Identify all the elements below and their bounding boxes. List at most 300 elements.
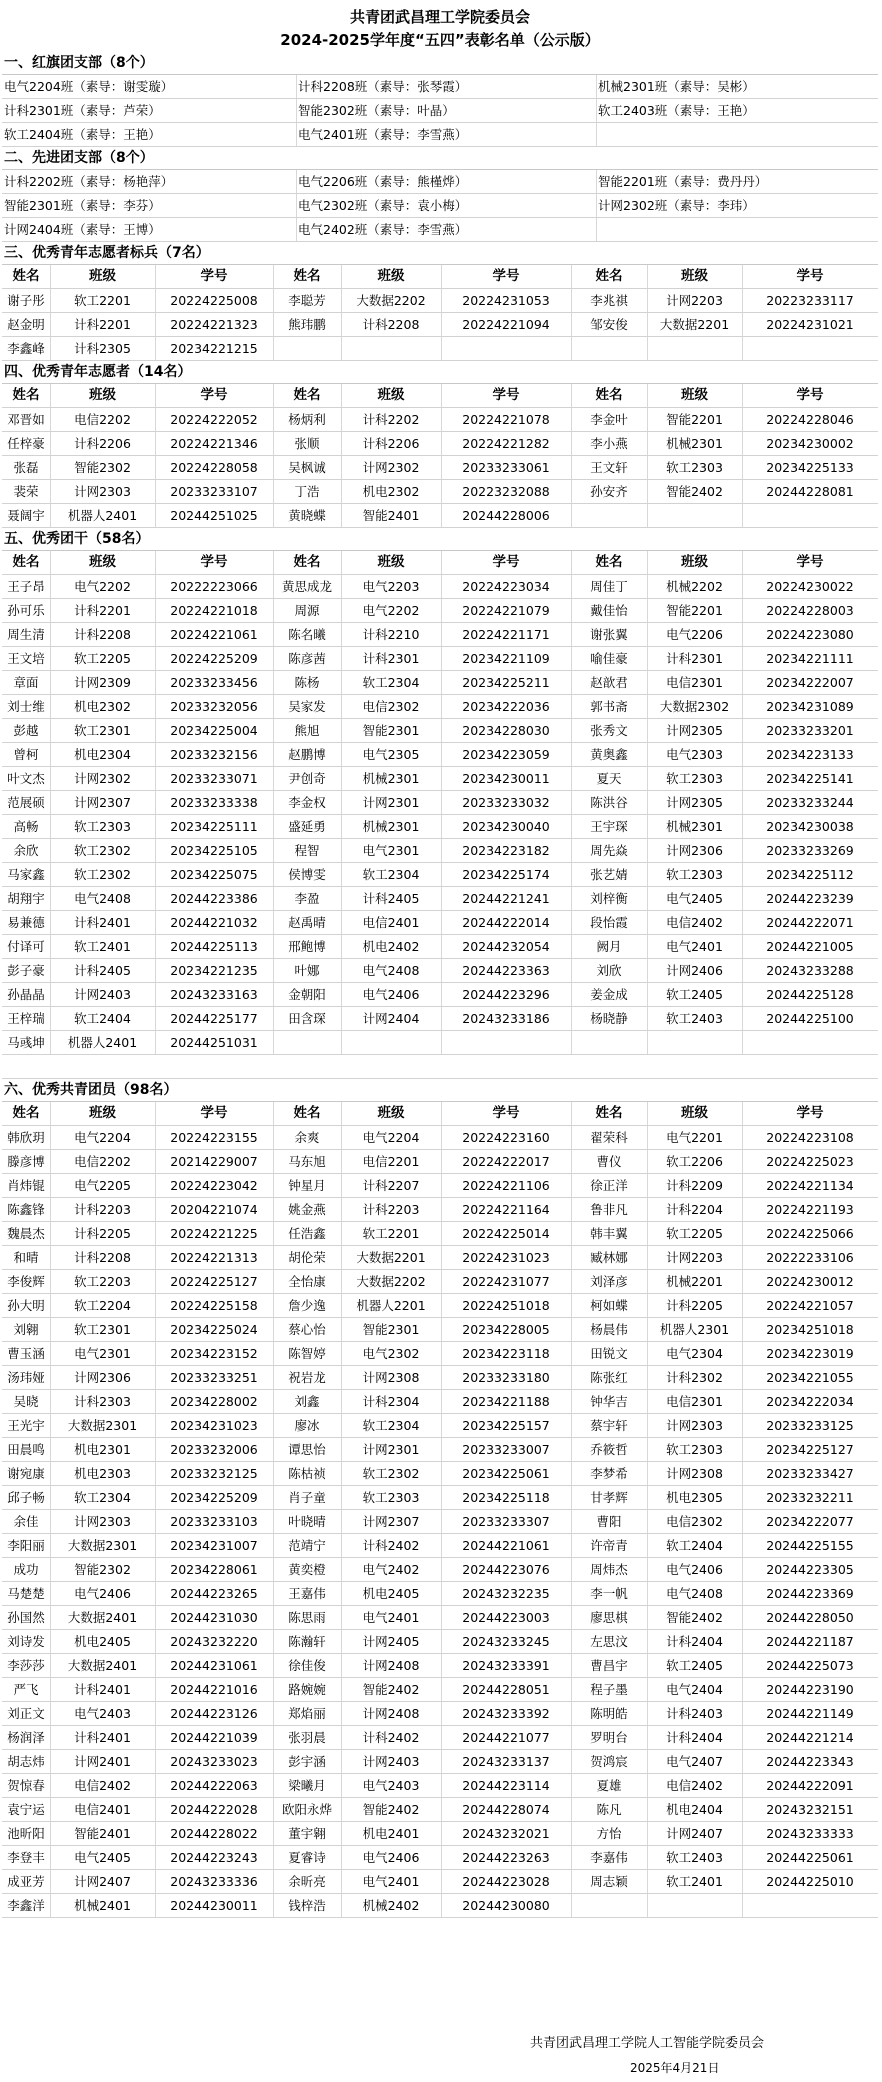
cell-name: 章面 (13, 675, 39, 690)
cell-student-id: 20233233032 (462, 795, 550, 810)
table-row (2, 791, 878, 815)
cell-class: 大数据2301 (67, 1538, 138, 1553)
cell-name (571, 1894, 647, 1917)
cell-class: 计科2405 (362, 891, 420, 906)
cell-name: 徐佳俊 (288, 1658, 326, 1673)
cell-student-id: 20244228074 (462, 1802, 550, 1817)
cell-student-id: 20244223263 (462, 1850, 550, 1865)
cell-class: 机电2301 (74, 1442, 131, 1457)
cell-name: 许帝青 (590, 1538, 628, 1553)
table-row (2, 313, 878, 337)
cell-student-id: 20224225023 (766, 1154, 854, 1169)
cell-class: 计网2403 (74, 987, 131, 1002)
cell-name: 孙可乐 (7, 603, 45, 618)
cell-class: 计科2208 (74, 627, 131, 642)
cell-class: 软工2203 (74, 1274, 131, 1289)
cell-student-id: 20244223003 (462, 1610, 550, 1625)
cell-name: 任浩鑫 (288, 1226, 326, 1241)
cell-student-id: 20234228030 (462, 723, 550, 738)
cell-name: 邢鲍博 (288, 939, 326, 954)
cell-student-id: 20233233269 (766, 843, 854, 858)
column-header-student-id: 学号 (200, 1105, 228, 1121)
cell-name: 钟华吉 (590, 1394, 628, 1409)
cell-name: 刘士维 (7, 699, 45, 714)
cell-class (647, 1031, 742, 1054)
cell-name: 祝岩龙 (288, 1370, 326, 1385)
cell-name: 余爽 (294, 1130, 320, 1145)
cell-name: 张顺 (294, 436, 320, 451)
cell-class: 机电2405 (362, 1586, 420, 1601)
cell-student-id: 20234221235 (170, 963, 258, 978)
cell-class: 计科2206 (74, 436, 131, 451)
cell-student-id: 20233233338 (170, 795, 258, 810)
cell-class: 机械2201 (666, 1274, 723, 1289)
cell-student-id: 20233233071 (170, 771, 258, 786)
cell-name: 裴荣 (13, 484, 39, 499)
cell-class: 计科2202 (362, 412, 420, 427)
cell-name: 韩欣玥 (7, 1130, 45, 1145)
cell-name: 马彧坤 (7, 1035, 45, 1050)
table-row (2, 1726, 878, 1750)
table-row (2, 671, 878, 695)
cell-student-id: 20234225112 (766, 867, 854, 882)
cell-class: 计网2405 (362, 1634, 420, 1649)
cell-student-id: 20224221078 (462, 412, 550, 427)
cell-name: 陈彦茜 (288, 651, 326, 666)
section-heading: 二、先进团支部（8个） (2, 147, 878, 170)
unit-cell (596, 218, 878, 241)
cell-name: 马家鑫 (7, 867, 45, 882)
cell-class: 计科2301 (666, 651, 723, 666)
cell-class: 电气2402 (362, 1562, 420, 1577)
cell-class (341, 337, 441, 360)
table-row (2, 575, 878, 599)
cell-student-id: 20234230040 (462, 819, 550, 834)
cell-student-id (742, 1894, 878, 1917)
cell-class: 软工2403 (666, 1850, 723, 1865)
cell-class: 计科2303 (74, 1394, 131, 1409)
cell-class: 电气2305 (362, 747, 420, 762)
column-header-class: 班级 (377, 268, 405, 284)
cell-class (341, 1031, 441, 1054)
cell-class: 计网2303 (666, 1418, 723, 1433)
cell-name: 成亚芳 (7, 1874, 45, 1889)
cell-student-id: 20233233307 (462, 1514, 550, 1529)
column-header-class: 班级 (681, 268, 708, 284)
cell-name: 黄奥鑫 (590, 747, 628, 762)
cell-name: 田锐文 (590, 1346, 628, 1361)
cell-student-id: 20223232088 (462, 484, 550, 499)
section-heading: 三、优秀青年志愿者标兵（7名） (2, 242, 878, 265)
table-row (2, 504, 878, 528)
cell-student-id: 20244223363 (462, 963, 550, 978)
cell-class (647, 504, 742, 527)
cell-name: 马楚楚 (7, 1586, 45, 1601)
cell-student-id: 20234223133 (766, 747, 854, 762)
cell-student-id: 20224231023 (462, 1250, 550, 1265)
cell-student-id: 20224221225 (170, 1226, 258, 1241)
cell-name: 戴佳怡 (590, 603, 628, 618)
cell-student-id: 20243233137 (462, 1754, 550, 1769)
cell-class: 智能2301 (362, 1322, 420, 1337)
table-row (2, 1174, 878, 1198)
cell-class: 计科2203 (362, 1202, 420, 1217)
cell-class: 大数据2202 (356, 1274, 426, 1289)
cell-student-id: 20233233244 (766, 795, 854, 810)
cell-student-id: 20233233427 (766, 1466, 854, 1481)
cell-student-id: 20244223343 (766, 1754, 854, 1769)
cell-student-id: 20244221032 (170, 915, 258, 930)
column-header-student-id: 学号 (796, 554, 824, 570)
cell-student-id: 20224221094 (462, 317, 550, 332)
cell-student-id: 20243233333 (766, 1826, 854, 1841)
cell-class: 智能2302 (74, 460, 131, 475)
unit-cell: 智能2302班（素导：叶晶） (298, 103, 455, 118)
cell-name: 刘欣 (596, 963, 622, 978)
cell-class: 智能2301 (362, 723, 420, 738)
table-row (2, 1534, 878, 1558)
cell-class: 机械2301 (666, 819, 723, 834)
cell-name: 陈洪谷 (590, 795, 628, 810)
cell-name: 丁浩 (294, 484, 320, 499)
cell-student-id: 20234230038 (766, 819, 854, 834)
table-row (2, 1462, 878, 1486)
cell-class: 软工2304 (362, 1418, 420, 1433)
cell-student-id: 20224221106 (462, 1178, 550, 1193)
cell-name: 赵禹晴 (288, 915, 326, 930)
column-header-student-id: 学号 (200, 268, 228, 284)
cell-student-id: 20234223059 (462, 747, 550, 762)
cell-name: 李鑫洋 (7, 1898, 45, 1913)
cell-student-id: 20224225066 (766, 1226, 854, 1241)
cell-class: 电气2201 (666, 1130, 723, 1145)
cell-name: 彭越 (13, 723, 39, 738)
cell-class: 电气2302 (362, 1346, 420, 1361)
cell-class: 机电2302 (74, 699, 131, 714)
unit-cell: 计网2302班（素导：李玮） (598, 198, 755, 213)
cell-name: 吴枫诚 (288, 460, 326, 475)
cell-class: 电气2406 (362, 987, 420, 1002)
cell-student-id: 20224223155 (170, 1130, 258, 1145)
cell-name: 廖思棋 (590, 1610, 628, 1625)
cell-student-id: 20234225118 (462, 1490, 550, 1505)
cell-student-id: 20234228061 (170, 1562, 258, 1577)
cell-name: 李莎莎 (7, 1658, 45, 1673)
cell-student-id: 20243233186 (462, 1011, 550, 1026)
cell-name: 王光宇 (7, 1418, 45, 1433)
section-1 (2, 52, 878, 147)
cell-student-id: 20224225158 (170, 1298, 258, 1313)
cell-student-id: 20234223152 (170, 1346, 258, 1361)
table-row (2, 289, 878, 313)
cell-name: 邱子畅 (7, 1490, 45, 1505)
cell-name: 聂阔宇 (7, 508, 45, 523)
cell-name: 孙大明 (7, 1298, 45, 1313)
cell-student-id: 20234225075 (170, 867, 258, 882)
cell-student-id: 20244230080 (462, 1898, 550, 1913)
cell-student-id: 20234230011 (462, 771, 550, 786)
cell-class: 计科2204 (666, 1202, 723, 1217)
column-header-class: 班级 (89, 387, 116, 403)
cell-student-id: 20222223066 (170, 579, 258, 594)
cell-student-id: 20224230022 (766, 579, 854, 594)
cell-class: 智能2201 (666, 412, 723, 427)
cell-name: 阙月 (596, 939, 622, 954)
cell-student-id: 20233232056 (170, 699, 258, 714)
cell-student-id: 20222233106 (766, 1250, 854, 1265)
cell-class: 计网2307 (362, 1514, 420, 1529)
cell-student-id: 20234231023 (170, 1418, 258, 1433)
cell-class: 智能2401 (74, 1826, 131, 1841)
table-row (2, 1678, 878, 1702)
table-row (2, 1510, 878, 1534)
table-header-row (2, 265, 878, 289)
cell-student-id: 20234222036 (462, 699, 550, 714)
cell-name: 马东旭 (288, 1154, 326, 1169)
cell-class: 计科2208 (74, 1250, 131, 1265)
table-row (2, 1222, 878, 1246)
table-row (2, 863, 878, 887)
cell-student-id: 20244251025 (170, 508, 258, 523)
cell-student-id: 20244225128 (766, 987, 854, 1002)
column-header-name: 姓名 (595, 554, 623, 570)
cell-name: 肖子童 (288, 1490, 326, 1505)
cell-name (571, 504, 647, 527)
column-header-student-id: 学号 (492, 1105, 520, 1121)
cell-student-id: 20244221039 (170, 1730, 258, 1745)
cell-name: 路婉婉 (288, 1682, 326, 1697)
cell-student-id: 20243232220 (170, 1634, 258, 1649)
table-row (2, 839, 878, 863)
cell-student-id: 20224221061 (170, 627, 258, 642)
cell-name: 范展硕 (7, 795, 45, 810)
cell-class: 计科2205 (74, 1226, 131, 1241)
cell-student-id: 20224221018 (170, 603, 258, 618)
cell-name: 贺鸿宸 (590, 1754, 628, 1769)
cell-student-id: 20244221016 (170, 1682, 258, 1697)
cell-class: 电气2401 (362, 1610, 420, 1625)
column-header-name: 姓名 (293, 554, 321, 570)
cell-class: 电信2202 (74, 412, 131, 427)
cell-student-id: 20224231021 (766, 317, 854, 332)
cell-name: 吴家发 (288, 699, 326, 714)
cell-student-id: 20234225127 (766, 1442, 854, 1457)
column-header-name: 姓名 (595, 268, 623, 284)
column-header-student-id: 学号 (796, 387, 824, 403)
cell-student-id: 20233232156 (170, 747, 258, 762)
cell-name: 滕彦博 (7, 1154, 45, 1169)
cell-name: 田晨鸣 (7, 1442, 45, 1457)
cell-student-id: 20224222017 (462, 1154, 550, 1169)
cell-class: 软工2303 (666, 1442, 723, 1457)
cell-student-id: 20244223265 (170, 1586, 258, 1601)
footer-date: 2025年4月21日 (630, 2061, 720, 2075)
table-row (2, 1630, 878, 1654)
unit-cell: 软工2404班（素导：王艳） (4, 127, 161, 142)
cell-student-id (742, 1031, 878, 1054)
cell-class: 计科2301 (362, 651, 420, 666)
cell-class: 大数据2201 (659, 317, 730, 332)
unit-cell: 电气2302班（素导：袁小梅） (298, 198, 468, 213)
cell-name: 胡翔宇 (7, 891, 45, 906)
cell-class: 软工2304 (362, 867, 420, 882)
section-heading: 四、优秀青年志愿者（14名） (2, 361, 878, 384)
cell-name: 钟星月 (288, 1178, 326, 1193)
cell-class: 电气2304 (666, 1346, 723, 1361)
cell-student-id: 20233233251 (170, 1370, 258, 1385)
cell-class: 电气2401 (362, 1874, 420, 1889)
cell-student-id: 20243233288 (766, 963, 854, 978)
cell-class: 电气2301 (362, 843, 420, 858)
cell-student-id: 20234225004 (170, 723, 258, 738)
cell-student-id: 20233233180 (462, 1370, 550, 1385)
cell-class: 软工2303 (74, 819, 131, 834)
cell-name: 曾柯 (13, 747, 39, 762)
table-row (2, 1007, 878, 1031)
cell-class: 机器人2401 (67, 508, 138, 523)
cell-student-id: 20234225105 (170, 843, 258, 858)
cell-name: 夏天 (596, 771, 622, 786)
cell-class: 机械2401 (74, 1898, 131, 1913)
column-header-class: 班级 (377, 387, 405, 403)
cell-student-id: 20244228006 (462, 508, 550, 523)
cell-class: 智能2201 (666, 603, 723, 618)
cell-name: 张秀文 (590, 723, 628, 738)
cell-name: 曹阳 (596, 1514, 622, 1529)
cell-student-id: 20244223190 (766, 1682, 854, 1697)
cell-student-id: 20224221164 (462, 1202, 550, 1217)
unit-cell: 电气2401班（素导：李雪燕） (298, 127, 468, 142)
cell-class: 软工2201 (362, 1226, 420, 1241)
cell-student-id: 20234225024 (170, 1322, 258, 1337)
cell-student-id: 20244225177 (170, 1011, 258, 1026)
table-row (2, 1702, 878, 1726)
cell-class: 计科2210 (362, 627, 420, 642)
unit-cell: 计科2208班（素导：张琴霞） (298, 79, 468, 94)
cell-class: 计网2301 (362, 1442, 420, 1457)
cell-class: 软工2303 (666, 771, 723, 786)
section-4 (2, 361, 878, 528)
cell-student-id: 20244223243 (170, 1850, 258, 1865)
cell-class: 电气2406 (362, 1850, 420, 1865)
cell-student-id: 20244223369 (766, 1586, 854, 1601)
cell-student-id: 20234222034 (766, 1394, 854, 1409)
column-header-name: 姓名 (12, 554, 40, 570)
cell-student-id: 20244223076 (462, 1562, 550, 1577)
cell-name: 刘翱 (13, 1322, 39, 1337)
cell-class: 计网2306 (74, 1370, 131, 1385)
cell-name: 李金叶 (590, 412, 628, 427)
cell-name: 邓晋如 (7, 412, 45, 427)
cell-name: 周志颖 (590, 1874, 628, 1889)
cell-student-id: 20234223182 (462, 843, 550, 858)
cell-class: 机电2305 (666, 1490, 723, 1505)
cell-class: 大数据2401 (67, 1658, 138, 1673)
table-row (2, 1822, 878, 1846)
cell-class: 计科2305 (74, 341, 131, 356)
cell-name: 张羽晨 (288, 1730, 326, 1745)
cell-name: 黄晓蝶 (288, 508, 326, 523)
cell-name: 乔筱哲 (590, 1442, 628, 1457)
column-header-class: 班级 (89, 554, 116, 570)
cell-student-id: 20244225155 (766, 1538, 854, 1553)
table-row (2, 1390, 878, 1414)
cell-class: 计科2404 (666, 1634, 723, 1649)
cell-class: 计科2207 (362, 1178, 420, 1193)
column-header-class: 班级 (681, 1105, 708, 1121)
table-header-row (2, 384, 878, 408)
cell-student-id: 20224251018 (462, 1298, 550, 1313)
table-row (2, 695, 878, 719)
cell-name: 杨晨伟 (590, 1322, 628, 1337)
cell-name: 周生清 (7, 627, 45, 642)
cell-name: 王文培 (7, 651, 45, 666)
cell-class: 软工2302 (74, 867, 131, 882)
cell-student-id: 20244221061 (462, 1538, 550, 1553)
cell-class: 计科2203 (74, 1202, 131, 1217)
table-row (2, 599, 878, 623)
cell-name: 刘泽彦 (590, 1274, 628, 1289)
cell-name: 袁宁运 (7, 1802, 45, 1817)
cell-class: 智能2402 (362, 1802, 420, 1817)
cell-student-id: 20244225061 (766, 1850, 854, 1865)
cell-name: 李聪芳 (288, 293, 326, 308)
cell-name: 高畅 (13, 819, 39, 834)
column-header-name: 姓名 (595, 1105, 623, 1121)
cell-name (273, 1031, 341, 1054)
cell-class: 电气2206 (666, 627, 723, 642)
cell-class: 计科2205 (666, 1298, 723, 1313)
cell-name: 陈张红 (590, 1370, 628, 1385)
cell-class: 计网2305 (666, 723, 723, 738)
table-row (2, 983, 878, 1007)
cell-class: 计网2404 (362, 1011, 420, 1026)
cell-student-id: 20244223028 (462, 1874, 550, 1889)
cell-name: 赵鹏博 (288, 747, 326, 762)
cell-name: 魏晨杰 (7, 1226, 45, 1241)
cell-class: 计科2208 (362, 317, 420, 332)
cell-class: 软工2303 (362, 1490, 420, 1505)
cell-class: 电信2402 (666, 915, 723, 930)
cell-name: 和晴 (13, 1250, 39, 1265)
cell-class: 软工2205 (74, 651, 131, 666)
cell-class: 软工2303 (666, 460, 723, 475)
table-row (2, 1894, 878, 1918)
cell-student-id: 20233233103 (170, 1514, 258, 1529)
cell-class: 电气2303 (666, 747, 723, 762)
cell-class: 机器人2201 (356, 1298, 426, 1313)
cell-class: 电气2404 (666, 1682, 723, 1697)
cell-class: 软工2404 (74, 1011, 131, 1026)
cell-student-id: 20224231053 (462, 293, 550, 308)
cell-student-id: 20234225211 (462, 675, 550, 690)
cell-class: 电信2302 (666, 1514, 723, 1529)
unit-cell: 智能2201班（素导：费丹丹） (598, 174, 768, 189)
cell-student-id: 20224223108 (766, 1130, 854, 1145)
cell-student-id: 20224225008 (170, 293, 258, 308)
cell-student-id: 20243233391 (462, 1658, 550, 1673)
cell-student-id: 20243232235 (462, 1586, 550, 1601)
cell-class: 智能2402 (362, 1682, 420, 1697)
cell-name: 周源 (294, 603, 320, 618)
cell-student-id: 20244223126 (170, 1706, 258, 1721)
cell-student-id: 20244251031 (170, 1035, 258, 1050)
cell-student-id: 20234222077 (766, 1514, 854, 1529)
column-header-name: 姓名 (12, 1105, 40, 1121)
cell-name: 董宇翱 (288, 1826, 326, 1841)
cell-student-id: 20234221188 (462, 1394, 550, 1409)
cell-student-id: 20244228050 (766, 1610, 854, 1625)
